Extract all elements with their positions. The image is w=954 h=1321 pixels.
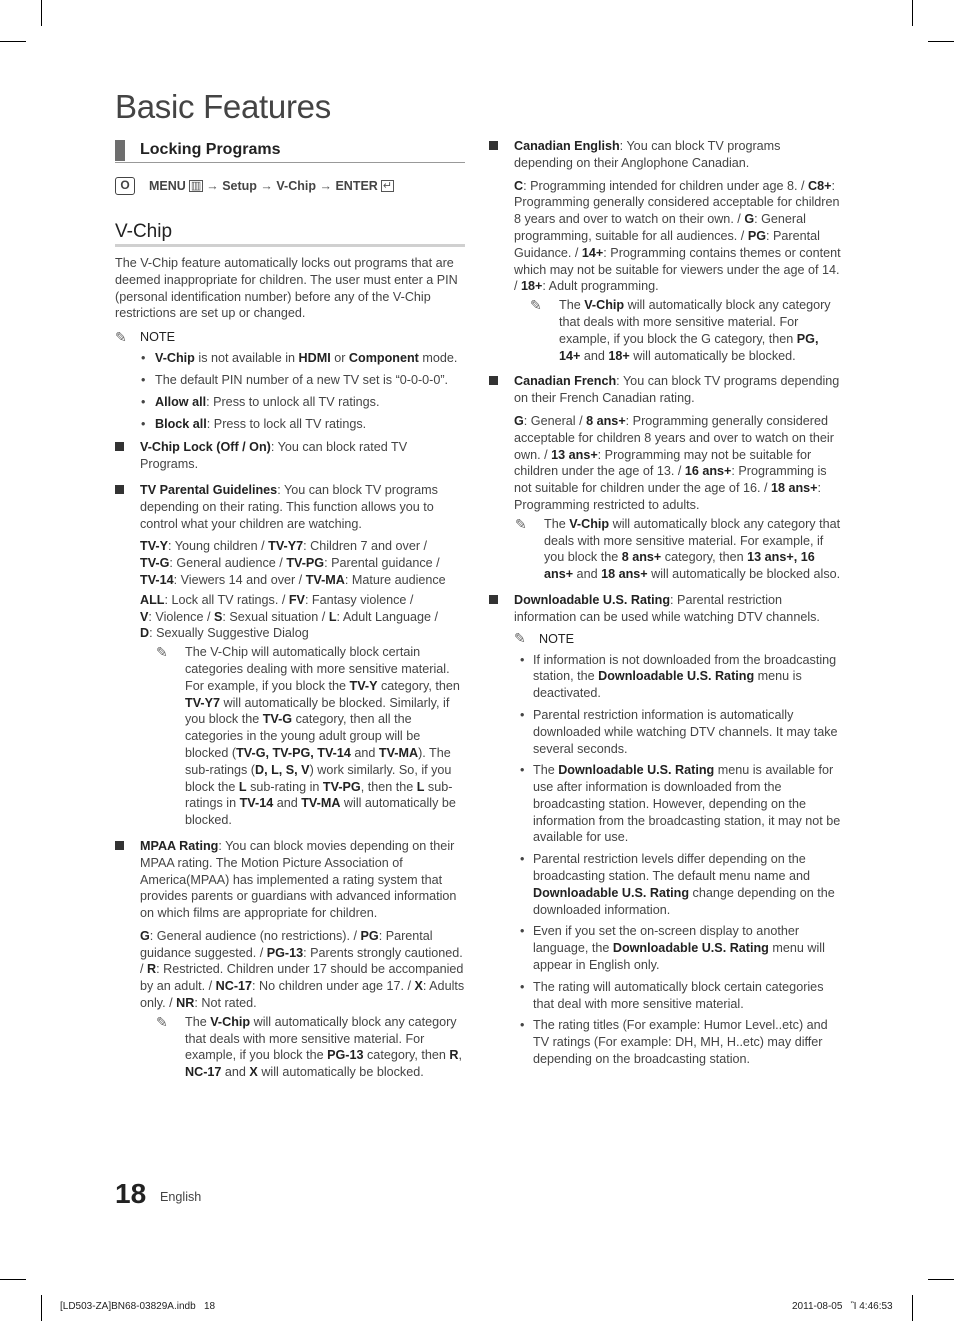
square-bullet-icon — [489, 595, 498, 604]
crop-mark — [912, 1295, 913, 1321]
crop-mark — [928, 41, 954, 42]
mpaa-note: ✎ The V-Chip will automatically block any category that deals with more sensitive material. For example, if you block the PG-13 category, then R, NC-17 and X will automatically be blocked. — [156, 1013, 462, 1080]
list-item: • If information is not downloaded from the broadcasting station, the Downloadable U.S. Rating menu is deactivated. — [514, 652, 841, 702]
list-item: • The default PIN number of a new TV set is “0-0-0-0”. — [115, 372, 465, 389]
list-item: • The rating will automatically block certain categories that deal with more sensitive material. — [514, 979, 841, 1013]
crop-mark — [0, 41, 26, 42]
setup-label: Setup — [222, 179, 257, 193]
canadian-french-ratings: G: General / 8 ans+: Programming generally considered acceptable for children 8 years and over to watch on their own. / 13 ans+: Programming may not be suitable for children under the age of 13. / 16 ans+: Programming is not suitable for children under the age of 16. / 18 ans+: Programming restricted to adults. — [514, 413, 834, 512]
enter-label: ENTER — [335, 179, 378, 193]
list-item: • The rating titles (For example: Humor Level..etc) and TV ratings (For example: DH, MH, H..etc) may differ depending on the broadcasting station. — [514, 1017, 841, 1067]
vchip-heading: V-Chip — [115, 221, 465, 247]
right-column — [489, 138, 841, 1073]
crop-mark — [0, 1279, 26, 1280]
pencil-icon: ✎ — [530, 297, 542, 314]
tv-parental-item: TV Parental Guidelines: You can block TV programs depending on their rating. This function allows you to control what your children are watching. TV-Y: Young children / TV-Y7: Children 7 and over / TV-G: General audience / TV-PG: Parental guidance / TV-14: Viewers 14 and over / TV-MA: Mature audience ALL: Lock all TV ratings. / FV: Fantasy violence / V: Violence / S: Sexual situation / L: Adult Language / D: Sexually Suggestive Dialog ✎ The V-Chip will automatically block certain categories dealing with more sensitive material. For example, if you block the TV-Y category, then TV-Y7 will automatically be blocked. Similarly, if you block the TV-G category, then all the categories in the young adult group will be blocked (TV-G, TV-PG, TV-14 and TV-MA). The sub-ratings (D, L, S, V) work similarly. So, if you block the L sub-rating in TV-PG, then the L sub-ratings in TV-14 and TV-MA will automatically be blocked. — [115, 482, 465, 829]
sub-ratings-text: ALL: Lock all TV ratings. / FV: Fantasy violence / V: Violence / S: Sexual situation / L: Adult Language / D: Sexually Suggestive Dialog — [140, 592, 439, 641]
downloadable-rating-item: Downloadable U.S. Rating: Parental restriction information can be used while watching DTV channels. ✎ NOTE • If information is not downloaded from the broadcasting station, the Downloadable U.S. Rating menu is deactivated. • Parental restriction information is automatically downloaded while watching DTV channels. It may take several seconds. • The Downloadable U.S. Rating menu is available for use after information is downloaded from the broadcasting station. However, depending on the information from the broadcasting station, it may not be available for use. • Parental restriction levels differ depending on the broadcasting station. The default menu name and Downloadable U.S. Rating change depending on the downloaded information. • Even if you set the on-screen display to another language, the Downloadable U.S. Rating menu will appear in English only. • The rating will automatically block certain categories that deal with more sensitive material. • The rating titles (For example: Humor Level..etc) and TV ratings (For example: DH, MH, H..etc) may differ depending on the broadcasting station. — [489, 592, 841, 1068]
crop-mark — [41, 0, 42, 26]
list-item: • The Downloadable U.S. Rating menu is available for use after information is downloaded from the broadcasting station. However, depending on the information from the broadcasting station, it may not be available for use. — [514, 762, 841, 846]
note-header — [514, 630, 841, 648]
pencil-icon: ✎ — [156, 644, 168, 661]
canadian-french-note: ✎ The V-Chip will automatically block any category that deals with more sensitive material. For example, if you block the 8 ans+ category, then 13 ans+, 16 ans+ and 18 ans+ will automatically be blocked also. — [515, 515, 841, 582]
list-item: • Allow all: Press to unlock all TV ratings. — [115, 394, 465, 411]
vchip-intro: The V-Chip feature automatically locks out programs that are deemed inappropriate for children. The user must enter a PIN (personal identification number) before any of the V-Chip restrictions are set up or changed. — [115, 256, 458, 321]
page-language: English — [160, 1190, 202, 1204]
o-icon: O — [115, 177, 135, 195]
arrow: → — [319, 179, 332, 193]
menu-path — [115, 177, 465, 195]
canadian-english-ratings: C: Programming intended for children under age 8. / C8+: Programming generally considered acceptable for children 8 years and over to watch on their own. / G: General programming, suitable for all audiences. / PG: Parental Guidance. / 14+: Programming contains themes or content which may not be suitable for viewers under the age of 14. / 18+: Adult programming. — [514, 178, 841, 294]
pencil-icon: ✎ — [514, 630, 526, 647]
vchip-label: V-Chip — [276, 179, 316, 193]
square-bullet-icon — [489, 376, 498, 385]
tv-ratings-text: TV-Y: Young children / TV-Y7: Children 7 and over / TV-G: General audience / TV-PG: Parental guidance / TV-14: Viewers 14 and over / TV-MA: Mature audience — [140, 539, 446, 587]
arrow: → — [260, 179, 273, 193]
pencil-icon: ✎ — [515, 515, 527, 532]
square-bullet-icon — [115, 841, 124, 850]
mpaa-ratings-text: G: General audience (no restrictions). / PG: Parental guidance suggested. / PG-13: Parents strongly cautioned. / R: Restricted. Children under 17 should be accompanied by an adult. / NC-17: No children under age 17. / X: Adults only. / NR: Not rated. — [140, 928, 465, 1011]
mpaa-item: MPAA Rating: You can block movies depending on their MPAA rating. The Motion Picture Association of America(MPAA) has implemented a rating system that provides parents or guardians with advanced information on which films are appropriate for children. G: General audience (no restrictions). / PG: Parental guidance suggested. / PG-13: Parents strongly cautioned. / R: Restricted. Children under 17 should be accompanied by an adult. / NC-17: No children under age 17. / X: Adults only. / NR: Not rated. ✎ The V-Chip will automatically block any category that deals with more sensitive material. For example, if you block the PG-13 category, then R, NC-17 and X will automatically be blocked. — [115, 838, 465, 1081]
square-bullet-icon — [489, 141, 498, 150]
section-header — [115, 138, 465, 163]
arrow: → — [206, 179, 219, 193]
list-item: • Even if you set the on-screen display to another language, the Downloadable U.S. Rating menu will appear in English only. — [514, 923, 841, 973]
square-bullet-icon — [115, 442, 124, 451]
pencil-icon: ✎ — [156, 1013, 168, 1030]
note-label: NOTE — [140, 330, 175, 345]
list-item: • Block all: Press to lock all TV ratings. — [115, 416, 465, 433]
page-number: 18 — [115, 1178, 147, 1209]
note-label: NOTE — [539, 631, 574, 646]
left-column — [115, 138, 465, 1081]
vchip-lock-item: V-Chip Lock (Off / On): You can block rated TV Programs. — [115, 439, 465, 473]
section-marker — [115, 140, 125, 161]
note-list — [115, 350, 465, 432]
list-item: • V-Chip is not available in HDMI or Component mode. — [115, 350, 465, 367]
canadian-french-item: Canadian French: You can block TV programs depending on their French Canadian rating. G: General / 8 ans+: Programming generally considered acceptable for children 8 years and over to watch on their own. / 13 ans+: Programming may not be suitable for children under the age of 13. / 16 ans+: Programming is not suitable for children under the age of 16. / 18 ans+: Programming restricted to adults. ✎ The V-Chip will automatically block any category that deals with more sensitive material. For example, if you block the 8 ans+ category, then 13 ans+, 16 ans+ and 18 ans+ will automatically be blocked also. — [489, 373, 841, 583]
note-header — [115, 328, 465, 346]
menu-icon: ▥ — [190, 180, 202, 192]
page-title: Basic Features — [115, 88, 331, 125]
square-bullet-icon — [115, 485, 124, 494]
pencil-icon: ✎ — [115, 328, 127, 345]
list-item: • Parental restriction information is automatically downloaded while watching DTV channels. It may take several seconds. — [514, 707, 841, 757]
print-footer-left: [LD503-ZA]BN68-03829A.indb 18 — [60, 1301, 216, 1312]
crop-mark — [41, 1295, 42, 1321]
list-item: • Parental restriction levels differ depending on the broadcasting station. The default menu name and Downloadable U.S. Rating change depending on the downloaded information. — [514, 851, 841, 918]
section-title: Locking Programs — [140, 141, 281, 158]
menu-label: MENU — [149, 179, 186, 193]
crop-mark — [912, 0, 913, 26]
crop-mark — [928, 1279, 954, 1280]
print-footer-right: 2011-08-05 Ἲ 4:46:53 — [792, 1301, 893, 1312]
tv-parental-note: ✎ The V-Chip will automatically block certain categories dealing with more sensitive material. For example, if you block the TV-Y category, then TV-Y7 will automatically be blocked. Similarly, if you block the TV-G category, then all the categories in the young adult group will be blocked (TV-G, TV-PG, TV-14 and TV-MA). The sub-ratings (D, L, S, V) work similarly. So, if you block the L sub-rating in TV-PG, then the L sub-ratings in TV-14 and TV-MA will automatically be blocked. — [156, 644, 460, 828]
canadian-english-item: Canadian English: You can block TV programs depending on their Anglophone Canadian. C: Programming intended for children under age 8. / C8+: Programming generally considered acceptable for children 8 years and over to watch on their own. / G: General programming, suitable for all audiences. / PG: Parental Guidance. / 14+: Programming contains themes or content which may not be suitable for viewers under the age of 14. / 18+: Adult programming. ✎ The V-Chip will automatically block any category that deals with more sensitive material. For example, if you block the G category, then PG, 14+ and 18+ will automatically be blocked. — [489, 138, 841, 364]
enter-icon: ↵ — [382, 180, 393, 192]
canadian-english-note: ✎ The V-Chip will automatically block any category that deals with more sensitive material. For example, if you block the G category, then PG, 14+ and 18+ will automatically be blocked. — [530, 297, 831, 363]
note-list — [514, 652, 841, 1068]
